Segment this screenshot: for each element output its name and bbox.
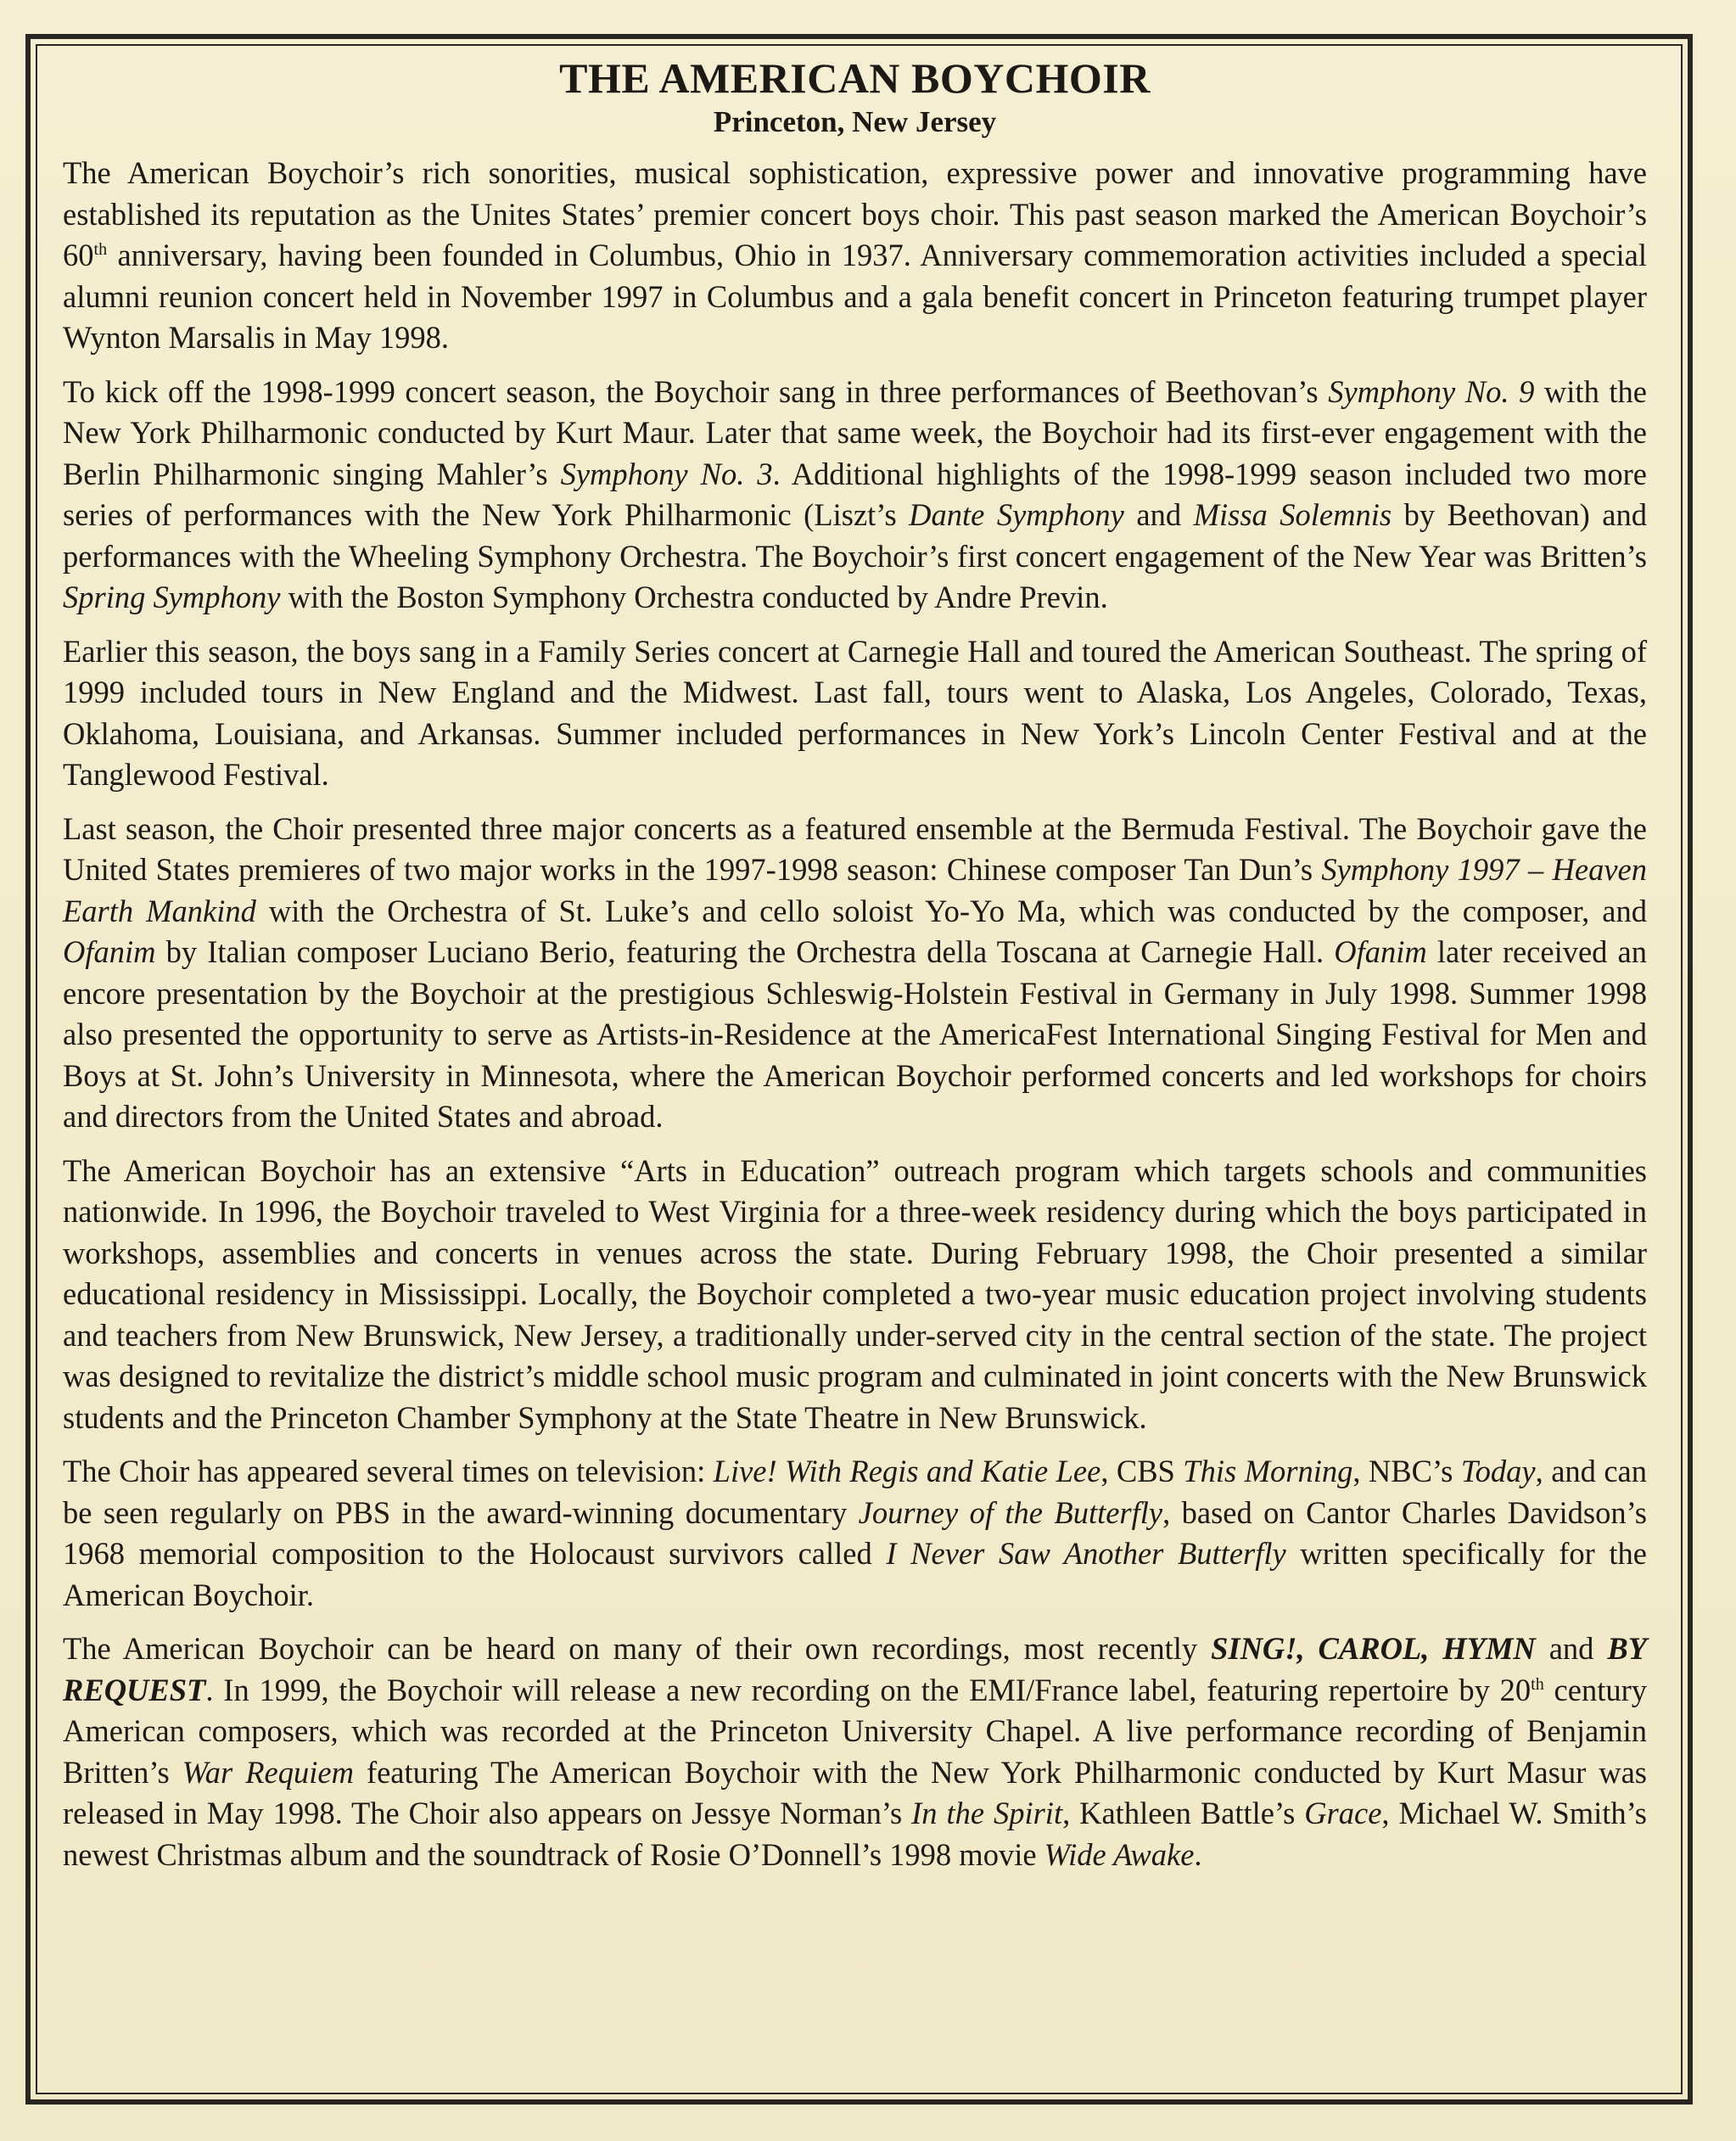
work-title: Journey of the Butterfly [858, 1494, 1163, 1530]
text-run: The American Boychoir’s rich sonorities, musical sophistication, expressive power and innovative programming have established its reputation as the Unites States’ premier concert boys choir. This past season marked the American Boychoir’s 60 [63, 155, 1647, 272]
work-title: Symphony No. 3 [560, 456, 773, 491]
superscript: th [93, 239, 108, 259]
text-run: Earlier this season, the boys sang in a Family Series concert at Carnegie Hall and toured the American Southeast. The spring of 1999 included tours in New England and the Midwest. Last fall, tours went to Alaska, Los Angeles, Colorado, Texas, Oklahoma, Louisiana, and Arkansas. Summer included performances in New York’s Lincoln Center Festival and at the Tanglewood Festival. [63, 633, 1647, 792]
paragraph-history [63, 153, 1647, 359]
album-title: SING!, CAROL, HYMN [1211, 1631, 1536, 1666]
work-title: I Never Saw Another Butterfly [886, 1536, 1286, 1571]
text-run: The Choir has appeared several times on television: [63, 1454, 714, 1488]
text-run: and [1535, 1631, 1608, 1666]
text-run: by Italian composer Luciano Berio, featuring the Orchestra della Toscana at Carnegie Hall. [155, 934, 1335, 969]
work-title: Today [1460, 1454, 1536, 1488]
work-title: Symphony 1997 – Heaven Earth Mankind [63, 852, 1647, 928]
text-run: . In 1999, the Boychoir will release a new recording on the EMI/France label, featuring repertoire by 20 [205, 1672, 1532, 1707]
paragraph-recordings [63, 1628, 1647, 1875]
text-run: with the Orchestra of St. Luke’s and cello soloist Yo-Yo Ma, which was conducted by the composer, and [255, 893, 1647, 928]
work-title: In the Spirit [911, 1796, 1063, 1830]
work-title: Wide Awake [1044, 1836, 1195, 1872]
text-run: century American composers, which was recorded at the Princeton University Chapel. A live performance recording of Benjamin Britten’s [63, 1672, 1647, 1790]
text-run: The American Boychoir has an extensive “Arts in Education” outreach program which targets schools and communities nationwide. In 1996, the Boychoir traveled to West Virginia for a three-week residency during which the boys participated in workshops, assemblies and concerts in venues across the state. During February 1998, the Choir presented a similar educational residency in Mississippi. Locally, the Boychoir completed a two-year music education project involving students and teachers from New Brunswick, New Jersey, a traditionally under-served city in the central section of the state. The project was designed to revitalize the district’s middle school music program and culminated in joint concerts with the New Brunswick students and the Princeton Chamber Symphony at the State Theatre in New Brunswick. [63, 1152, 1647, 1435]
work-title: Spring Symphony [63, 580, 281, 614]
text-run: featuring The American Boychoir with the New York Philharmonic conducted by Kurt Masur was released in May 1998. The Choir also appears on Jessye Norman’s [63, 1754, 1647, 1830]
article [63, 53, 1647, 1888]
text-run: , CBS [1100, 1454, 1184, 1488]
paragraph-season [63, 372, 1647, 619]
text-run: To kick off the 1998-1999 concert season, the Boychoir sang in three performances of Beethovan’s [63, 373, 1329, 409]
text-run: anniversary, having been founded in Columbus, Ohio in 1937. Anniversary commemoration activities included a special alumni reunion concert held in November 1997 in Columbus and a gala benefit concert in Princeton featuring trumpet player Wynton Marsalis in May 1998. [63, 238, 1647, 355]
text-run: The American Boychoir can be heard on many of their own recordings, most recently [63, 1631, 1212, 1666]
work-title: Dante Symphony [909, 497, 1124, 532]
text-run: , and can be seen regularly on PBS in the award-winning documentary [63, 1454, 1647, 1530]
text-run: with the Boston Symphony Orchestra conducted by Andre Previn. [280, 580, 1108, 614]
text-run: by Beethovan) and performances with the Wheeling Symphony Orchestra. The Boychoir’s first concert engagement of the New Year was Britten’s [63, 497, 1648, 574]
text-run: Last season, the Choir presented three major concerts as a featured ensemble at the Bermuda Festival. The Boychoir gave the United States premieres of two major works in the 1997-1998 season: Chinese composer Tan Dun’s [63, 810, 1647, 887]
paragraph-education [63, 1151, 1647, 1439]
text-run: , Michael W. Smith’s newest Christmas album and the soundtrack of Rosie O’Donnell’s 1998 movie [63, 1796, 1647, 1872]
work-title: Ofanim [1334, 934, 1427, 969]
work-title: Missa Solemnis [1193, 497, 1392, 532]
text-run: , NBC’s [1352, 1454, 1461, 1488]
text-run: , based on Cantor Charles Davidson’s 1968 memorial composition to the Holocaust survivors called [63, 1494, 1647, 1571]
text-run: and [1123, 497, 1194, 532]
superscript: th [1531, 1674, 1544, 1694]
paragraph-premieres [63, 809, 1647, 1138]
work-title: This Morning [1183, 1454, 1353, 1488]
work-title: Ofanim [63, 934, 156, 969]
paragraph-television [63, 1451, 1647, 1616]
work-title: Live! With Regis and Katie Lee [713, 1454, 1101, 1488]
text-run: , Kathleen Battle’s [1062, 1796, 1305, 1830]
text-run: . [1194, 1836, 1202, 1872]
text-run: with the New York Philharmonic conducted by Kurt Maur. Later that same week, the Boychoir had its first-ever engagement with the Berlin Philharmonic singing Mahler’s [63, 373, 1647, 491]
paragraph-tours [63, 631, 1647, 796]
text-run: written specifically for the American Boychoir. [63, 1536, 1647, 1612]
page-title: THE AMERICAN BOYCHOIR [559, 54, 1151, 102]
work-title: Grace [1304, 1796, 1382, 1830]
text-run: . Additional highlights of the 1998-1999 season included two more series of performances with the New York Philharmonic (Liszt’s [63, 456, 1647, 532]
work-title: War Requiem [182, 1754, 354, 1790]
page-subtitle: Princeton, New Jersey [713, 105, 997, 138]
text-run: later received an encore presentation by the Boychoir at the prestigious Schleswig-Holstein Festival in Germany in July 1998. Summer 1998 also presented the opportunity to serve as Artists-in-Residence at the AmericaFest International Singing Festival for Men and Boys at St. John’s University in Minnesota, where the American Boychoir performed concerts and led workshops for choirs and directors from the United States and abroad. [63, 934, 1647, 1134]
work-title: Symphony No. 9 [1328, 373, 1535, 409]
album-title: BY REQUEST [63, 1631, 1648, 1707]
